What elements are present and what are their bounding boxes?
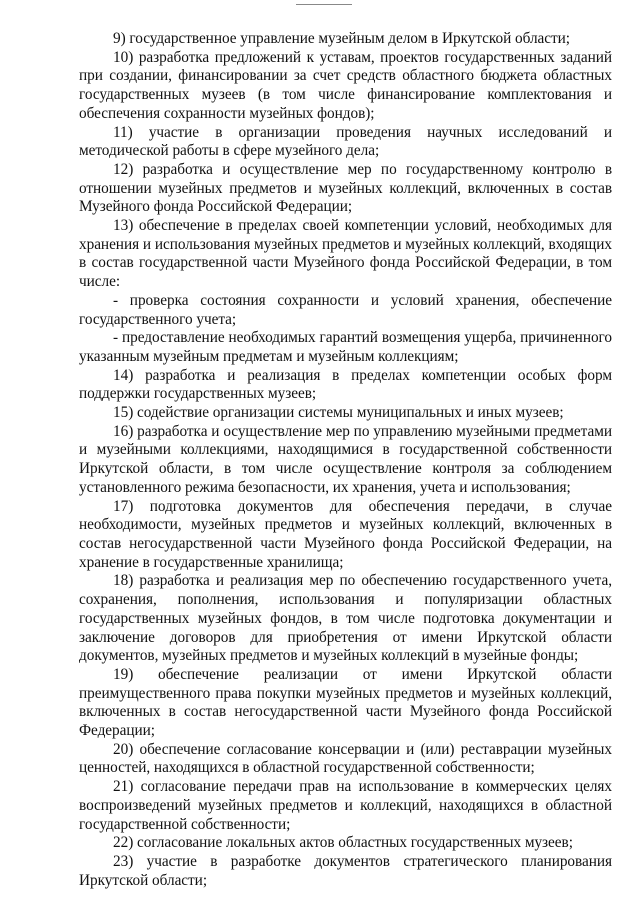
list-item-11: 11) участие в организации проведения научных исследований и методической работы в сфере музейного дела; (79, 123, 612, 160)
list-item-22: 22) согласование локальных актов областных государственных музеев; (113, 834, 573, 852)
sub-item-guarantees: - предоставление необходимых гарантий возмещения ущерба, причиненного указанным музейным предметам и музейным коллекциям; (79, 329, 612, 365)
list-item-12: 12) разработка и осуществление мер по государственному контролю в отношении музейных предметов и музейных коллекций, включенных в состав Музейного фонда Российской Федерации; (79, 160, 612, 216)
list-item-20: 20) обеспечение согласование консервации и (или) реставрации музейных ценностей, находящихся в областной государственной собственности; (79, 740, 612, 777)
list-item-23: 23) участие в разработке документов стратегического планирования Иркутской области; (79, 852, 612, 889)
list-item-21: 21) согласование передачи прав на использование в коммерческих целях воспроизведений музейных предметов и коллекций, находящихся в областной государственной собственности; (79, 778, 612, 833)
list-item-18: 18) разработка и реализация мер по обеспечению государственного учета, сохранения, пополнения, использования и популяризации областных государственных музейных фондов, в том числе подготовка документации и заключение договоров для приобретения от имени Иркутской области документов, музейных предметов и музейных коллекций в музейные фонды; (79, 572, 612, 665)
list-item-13: 13) обеспечение в пределах своей компетенции условий, необходимых для хранения и использования музейных предметов и музейных коллекций, входящих в состав государственной части Музейного фонда Российской Федерации, в том числе: (79, 217, 612, 291)
list-item-19: 19) обеспечение реализации от имени Иркутской области преимущественного права покупки музейных предметов и музейных коллекций, включенных в состав негосударственной части Музейного фонда Российской Федерации; (79, 665, 612, 740)
document-page (79, 30, 612, 890)
list-item-16: 16) разработка и осуществление мер по управлению музейными предметами и музейными коллекциями, находящимися в государственной собственности Иркутской области, в том числе осуществление контроля за соблюдением установленного режима безопасности, их хранения, учета и использования; (79, 422, 612, 496)
list-item-14: 14) разработка и реализация в пределах компетенции особых форм поддержки государственных музеев; (79, 366, 612, 403)
page-top-mark (296, 4, 352, 5)
list-item-10: 10) разработка предложений к уставам, проектов государственных заданий при создании, финансировании за счет средств областного бюджета областных государственных музеев (в том числе финансирование комплектования и обеспечения сохранности музейных фондов); (79, 48, 612, 122)
list-item-15: 15) содействие организации системы муниципальных и иных музеев; (113, 404, 564, 422)
list-item-9: 9) государственное управление музейным делом в Иркутской области; (113, 30, 571, 47)
list-item-17: 17) подготовка документов для обеспечения передачи, в случае необходимости, музейных предметов и музейных коллекций, включенных в состав негосударственной части Музейного фонда Российской Федерации, на хранение в государственные хранилища; (79, 497, 612, 571)
sub-item-inspection: - проверка состояния сохранности и условий хранения, обеспечение государственного учета; (79, 291, 612, 328)
